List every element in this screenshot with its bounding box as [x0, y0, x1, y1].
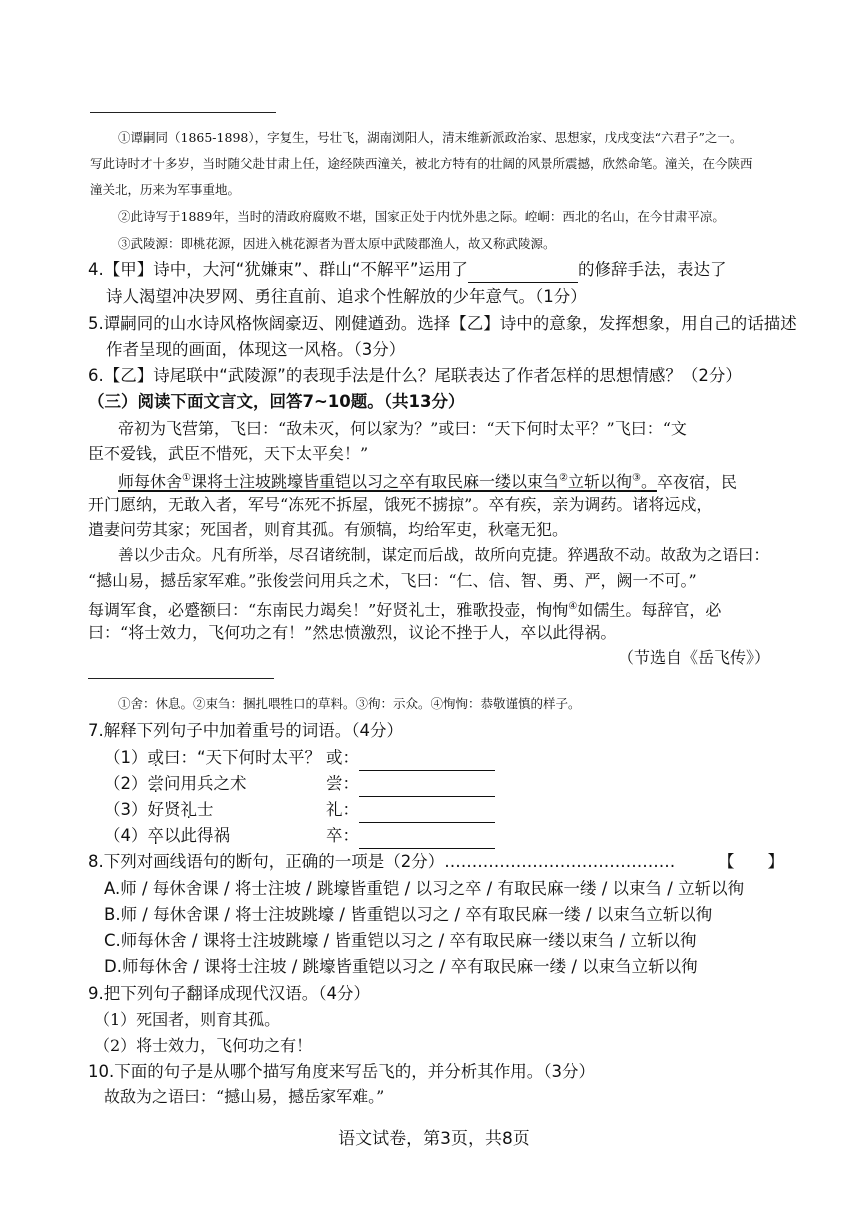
question-6: 6.【乙】诗尾联中“武陵源”的表现手法是什么？尾联表达了作者怎样的思想情感？（2分） [88, 366, 742, 385]
passage-source: （节选自《岳飞传》） [618, 648, 771, 667]
question-7-item-1-answer [326, 745, 495, 771]
question-10-quote: 故敌为之语曰：“撼山易，撼岳家军难。” [104, 1087, 385, 1106]
passage-p2-line-1 [118, 466, 737, 495]
underlined-text-d: 。 [640, 472, 657, 492]
passage-p2-line-3: 遣妻问劳其家；死国者，则育其孤。有颁犒，均给军吏，秋毫无犯。 [88, 520, 569, 539]
question-8-option-a[interactable]: A.师 / 每休舍课 / 将士注坡 / 跳壕皆重铠 / 以习之卒 / 有取民麻一缕 / 以束刍 / 立斩以徇 [104, 879, 745, 898]
footnote-ref-1: ① [182, 473, 191, 484]
question-4-line-1 [88, 257, 726, 283]
question-7-item-2 [104, 771, 247, 797]
item-2-text: 问用兵之术 [164, 774, 247, 793]
passage-p3-line-3 [88, 594, 721, 623]
item-4-dotted-word: 卒 [147, 826, 164, 845]
passage-p3-line-1: 善以少击众。凡有所举，尽召诸统制，谋定而后战，故所向克捷。猝遇敌不动。故敌为之语曰： [118, 546, 770, 564]
question-7-item-2-answer [326, 771, 495, 797]
question-8-option-c[interactable]: C.师每休舍 / 课将士注坡跳壕 / 皆重铠以习之 / 卒有取民麻一缕以束刍 / 立斩以徇 [104, 931, 697, 950]
page-footer: 语文试卷，第3页，共8页 [338, 1129, 530, 1149]
question-7-item-3 [104, 797, 214, 823]
item-3-dotted-word: 礼 [180, 800, 197, 819]
item-1-text: 曰：“天下何时太平？ [164, 748, 322, 767]
item-4-answer-line[interactable] [359, 830, 495, 849]
footnote-1-line-2: 写此诗时才十多岁，当时随父赴甘肃上任，途经陕西潼关，被北方特有的壮阔的风景所震撼，欣然命笔。潼关，在今陕西 [90, 156, 753, 171]
footnote-1-line-3: 潼关北，历来为军事重地。 [90, 182, 241, 197]
passage-p3-line-4: 曰：“将士效力，飞何功之有！”然忠愤激烈，议论不挫于人，卒以此得祸。 [88, 623, 617, 642]
footnote-1-line-1: ①谭嗣同（1865-1898），字复生，号壮飞，湖南浏阳人，清末维新派政治家、思想家，戊戌变法“六君子”之一。 [118, 130, 743, 145]
question-8-stem: 8.下列对画线语句的断句，正确的一项是（2分）…………………………………… [88, 852, 676, 871]
item-2-dotted-word: 尝 [147, 774, 164, 793]
footnote-2: ②此诗写于1889年，当时的清政府腐败不堪，国家正处于内忧外患之际。崆峒：西北的名山，在今甘肃平凉。 [118, 209, 725, 224]
question-4-text-a: 4.【甲】诗中，大河“犹嫌束”、群山“不解平”运用了 [88, 260, 468, 279]
question-8-option-d[interactable]: D.师每休舍 / 课将士注坡 / 跳壕皆重铠以习之 / 卒有取民麻一缕 / 以束刍立斩以徇 [104, 957, 698, 976]
footnote-ref-3: ③ [631, 473, 641, 484]
item-1-answer-line[interactable] [359, 752, 495, 771]
footnote-divider-top [90, 112, 276, 113]
question-9-sentence-2: （2）将士效力，飞何功之有！ [94, 1036, 313, 1055]
passage-p1-line-1: 帝初为飞营第，飞曰：“敌未灭，何以家为？”或曰：“天下何时太平？”飞曰：“文 [118, 419, 687, 438]
item-1-word-label: 或： [326, 748, 359, 767]
passage-p3-line-3-a: 每调军食，必蹙额曰：“东南民力竭矣！”好贤礼士，雅歌投壶，恂恂 [88, 600, 569, 620]
question-9-stem: 9.把下列句子翻译成现代汉语。（4分） [88, 984, 370, 1003]
question-7-item-4-answer [326, 823, 495, 849]
item-4-word-label: 卒： [326, 826, 359, 845]
footnote-3: ③武陵源：即桃花源，因进入桃花源者为晋太原中武陵郡渔人，故又称武陵源。 [118, 236, 556, 251]
footnote-ref-2: ② [559, 473, 568, 484]
question-7-item-1 [104, 745, 321, 771]
underlined-text-b: 课将士注坡跳壕皆重铠以习之卒有取民麻一缕以束刍 [190, 472, 559, 492]
question-4-answer-blank[interactable] [468, 264, 578, 283]
passage-p3-line-2: “撼山易，撼岳家军难。”张俊尝问用兵之术，飞曰：“仁、信、智、勇、严，阙一不可。” [88, 571, 697, 590]
passage-footnotes: ①舍：休息。②束刍：捆扎喂牲口的草料。③徇：示众。④恂恂：恭敬谨慎的样子。 [118, 696, 581, 711]
question-8-option-b[interactable]: B.师 / 每休舍课 / 将士注坡跳壕 / 皆重铠以习之 / 卒有取民麻一缕 / 以束刍立斩以徇 [104, 905, 713, 924]
item-3-prefix: （3）好贤 [104, 800, 181, 819]
question-7-item-3-answer [326, 797, 495, 823]
underlined-text-a: 师每休舍 [118, 472, 183, 492]
item-3-text: 士 [197, 800, 214, 819]
item-4-prefix: （4） [104, 826, 148, 845]
question-8-answer-bracket[interactable]: 【 】 [718, 852, 784, 871]
item-2-prefix: （2） [104, 774, 148, 793]
passage-p2-line-1-tail: 卒夜宿，民 [656, 472, 737, 492]
underlined-text-c: 立斩以徇 [567, 472, 632, 492]
question-4-text-b: 的修辞手法，表达了 [577, 260, 727, 279]
footnote-ref-4: ④ [568, 601, 578, 612]
section-3-heading: （三）阅读下面文言文，回答7~10题。（共13分） [88, 392, 465, 411]
question-4-line-2: 诗人渴望冲决罗网、勇往直前、追求个性解放的少年意气。（1分） [106, 287, 587, 306]
question-5-line-2: 作者呈现的画面，体现这一风格。（3分） [106, 340, 406, 359]
question-7-item-4 [104, 823, 230, 849]
underlined-sentence [118, 472, 657, 491]
item-4-text: 以此得祸 [164, 826, 230, 845]
question-10-stem: 10.下面的句子是从哪个描写角度来写岳飞的，并分析其作用。（3分） [88, 1062, 595, 1081]
question-5-line-1: 5.谭嗣同的山水诗风格恢阔豪迈、刚健遒劲。选择【乙】诗中的意象，发挥想象，用自己的话描述 [88, 314, 797, 333]
passage-p2-line-2: 开门愿纳，无敢入者，军号“冻死不拆屋，饿死不掳掠”。卒有疾，亲为调药。诸将远戍， [88, 495, 713, 514]
item-2-word-label: 尝： [326, 774, 359, 793]
item-3-word-label: 礼： [326, 800, 359, 819]
item-1-prefix: （1） [104, 748, 148, 767]
passage-p3-line-3-b: 如儒生。每辞官，必 [577, 600, 722, 620]
item-2-answer-line[interactable] [359, 778, 495, 797]
footnote-divider-passage [88, 678, 274, 679]
question-9-sentence-1: （1）死国者，则育其孤。 [94, 1010, 281, 1029]
item-3-answer-line[interactable] [359, 804, 495, 823]
passage-p1-line-2: 臣不爱钱，武臣不惜死，天下太平矣！” [88, 444, 369, 463]
item-1-dotted-word: 或 [147, 748, 164, 767]
question-7-stem: 7.解释下列句子中加着重号的词语。（4分） [88, 721, 403, 740]
